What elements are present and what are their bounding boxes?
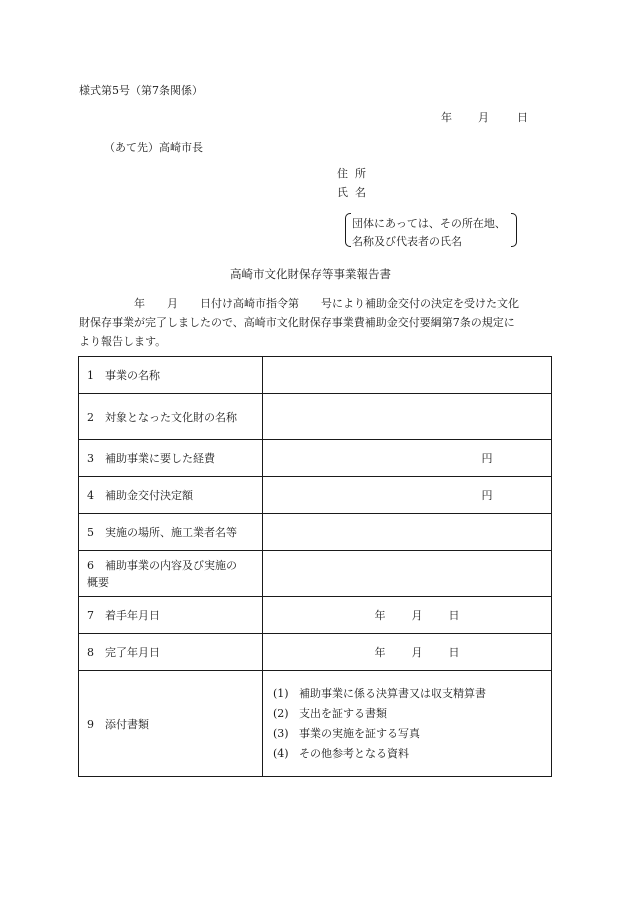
- body-text: [79, 294, 553, 351]
- item-number: (1): [273, 686, 289, 700]
- item-number: (3): [273, 726, 289, 740]
- note-line-1: 団体にあっては、その所在地、: [352, 217, 506, 230]
- date-year: 年: [441, 111, 452, 124]
- table-row: [79, 477, 552, 514]
- table-row: [79, 597, 552, 634]
- row-label-text: 補助事業の内容及び実施の: [105, 558, 237, 572]
- list-item: [273, 704, 551, 724]
- item-number: (2): [273, 706, 289, 720]
- table-row: [79, 514, 552, 551]
- year-unit: 年: [374, 646, 386, 659]
- completion-date-field[interactable]: [263, 634, 552, 671]
- row-label-text: 補助事業に要した経費: [105, 452, 215, 465]
- attachments-list: [263, 674, 551, 774]
- cultural-property-name-field[interactable]: [263, 394, 552, 440]
- row-label: [79, 597, 263, 634]
- report-table: [78, 356, 552, 777]
- body-line-2: 財保存事業が完了しましたので、高崎市文化財保存事業費補助金交付要綱第7条の規定に: [79, 316, 515, 329]
- day-unit: 日: [448, 646, 460, 659]
- yen-unit: 円: [481, 452, 493, 465]
- right-bracket: [511, 213, 517, 247]
- left-bracket: [345, 213, 351, 247]
- address-label: 住所: [337, 167, 373, 180]
- row-label-text: 完了年月日: [105, 646, 160, 659]
- list-item: [273, 724, 551, 744]
- row-number: 6: [87, 558, 94, 572]
- row-label: [79, 394, 263, 440]
- note-line-2: 名称及び代表者の氏名: [352, 235, 462, 248]
- item-text: 補助事業に係る決算書又は収支精算書: [299, 686, 486, 700]
- item-text: 支出を証する書類: [299, 706, 387, 720]
- row-label: [79, 634, 263, 671]
- table-row: [79, 671, 552, 777]
- expense-field[interactable]: [263, 440, 552, 477]
- row-label: [79, 440, 263, 477]
- name-label: 氏名: [337, 186, 373, 199]
- table-row: [79, 551, 552, 597]
- attachments-cell: [263, 671, 552, 777]
- form-number: 様式第5号（第7条関係）: [79, 84, 203, 97]
- row-number: 4: [87, 489, 94, 502]
- row-number: 7: [87, 609, 94, 622]
- row-label-text: 着手年月日: [105, 609, 160, 622]
- table-row: [79, 357, 552, 394]
- report-date: [441, 109, 528, 125]
- row-label: [79, 671, 263, 777]
- row-label-text: 概要: [87, 575, 109, 589]
- item-text: その他参考となる資料: [299, 746, 409, 760]
- row-number: 3: [87, 452, 94, 465]
- month-unit: 月: [411, 609, 423, 622]
- list-item: [273, 684, 551, 704]
- item-number: (4): [273, 746, 289, 760]
- body-line-3: より報告します。: [79, 335, 167, 348]
- project-name-field[interactable]: [263, 357, 552, 394]
- row-label-text: 実施の場所、施工業者名等: [105, 526, 237, 539]
- date-day: 日: [517, 111, 528, 124]
- row-number: 1: [87, 369, 94, 382]
- row-label: [79, 357, 263, 394]
- row-label-text: 事業の名称: [105, 369, 160, 382]
- project-summary-field[interactable]: [263, 551, 552, 597]
- row-label: [79, 477, 263, 514]
- row-number: 8: [87, 646, 94, 659]
- yen-unit: 円: [481, 489, 493, 502]
- day-unit: 日: [448, 609, 460, 622]
- row-label-text: 対象となった文化財の名称: [105, 410, 237, 424]
- document-title: 高崎市文化財保存等事業報告書: [230, 267, 391, 281]
- row-number: 5: [87, 526, 94, 539]
- row-number: 9: [87, 717, 94, 731]
- row-label-text: 添付書類: [105, 717, 149, 731]
- list-item: [273, 744, 551, 764]
- organization-note: [345, 212, 517, 248]
- row-label: [79, 551, 263, 597]
- grant-amount-field[interactable]: [263, 477, 552, 514]
- item-text: 事業の実施を証する写真: [299, 726, 420, 740]
- year-unit: 年: [374, 609, 386, 622]
- location-contractor-field[interactable]: [263, 514, 552, 551]
- table-row: [79, 634, 552, 671]
- table-row: [79, 394, 552, 440]
- addressee: （あて先）高崎市長: [104, 141, 203, 154]
- month-unit: 月: [411, 646, 423, 659]
- body-line-1: 年 月 日付け高崎市指令第 号により補助金交付の決定を受けた文化: [79, 297, 519, 310]
- start-date-field[interactable]: [263, 597, 552, 634]
- table-row: [79, 440, 552, 477]
- date-month: 月: [478, 111, 489, 124]
- row-label-text: 補助金交付決定額: [105, 489, 193, 502]
- row-label: [79, 514, 263, 551]
- row-number: 2: [87, 410, 94, 424]
